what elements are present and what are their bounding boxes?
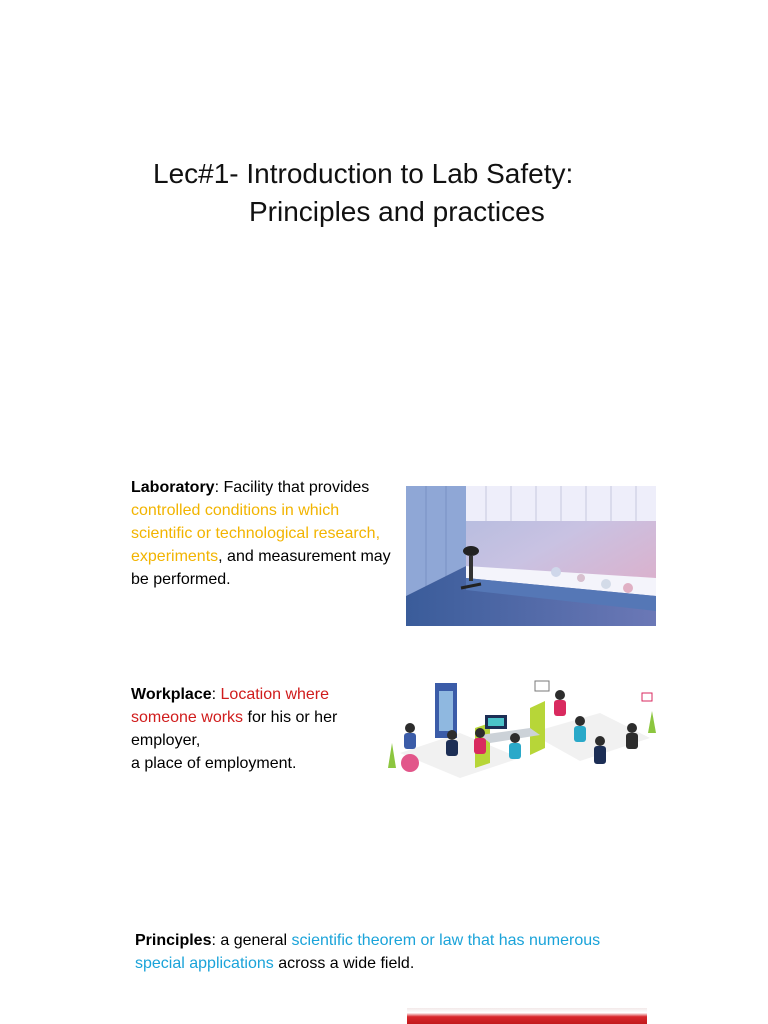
principles-image: [407, 1008, 647, 1024]
laboratory-term: Laboratory: [131, 479, 215, 496]
principles-definition: [135, 929, 605, 975]
laboratory-separator: :: [214, 479, 224, 496]
workplace-illustration: [380, 673, 660, 788]
principles-highlight: scientific theorem or law that has numerous special applications: [135, 932, 601, 972]
workplace-separator: :: [211, 686, 221, 703]
title-line-1: Lec#1- Introduction to Lab Safety:: [153, 158, 574, 189]
principles-separator: :: [211, 932, 221, 949]
laboratory-photo: [406, 486, 656, 626]
principles-text-b: across a wide field.: [273, 955, 415, 972]
workplace-text-b: a place of employment.: [131, 755, 297, 772]
workplace-term: Workplace: [131, 686, 212, 703]
workplace-definition: [131, 683, 381, 775]
laboratory-text-b: , and measurement may be performed.: [131, 548, 391, 588]
principles-term: Principles: [135, 932, 212, 949]
laboratory-highlight: controlled conditions in which scientific or technological research, experiments: [131, 502, 381, 565]
workplace-text-a: for his or her employer,: [131, 709, 338, 749]
workplace-highlight: Location where someone works: [131, 686, 330, 726]
laboratory-text-a: Facility that provides: [223, 479, 370, 496]
principles-text-a: a general: [220, 932, 292, 949]
laboratory-definition: [131, 476, 396, 591]
title-line-2: Principles and practices: [249, 196, 545, 227]
